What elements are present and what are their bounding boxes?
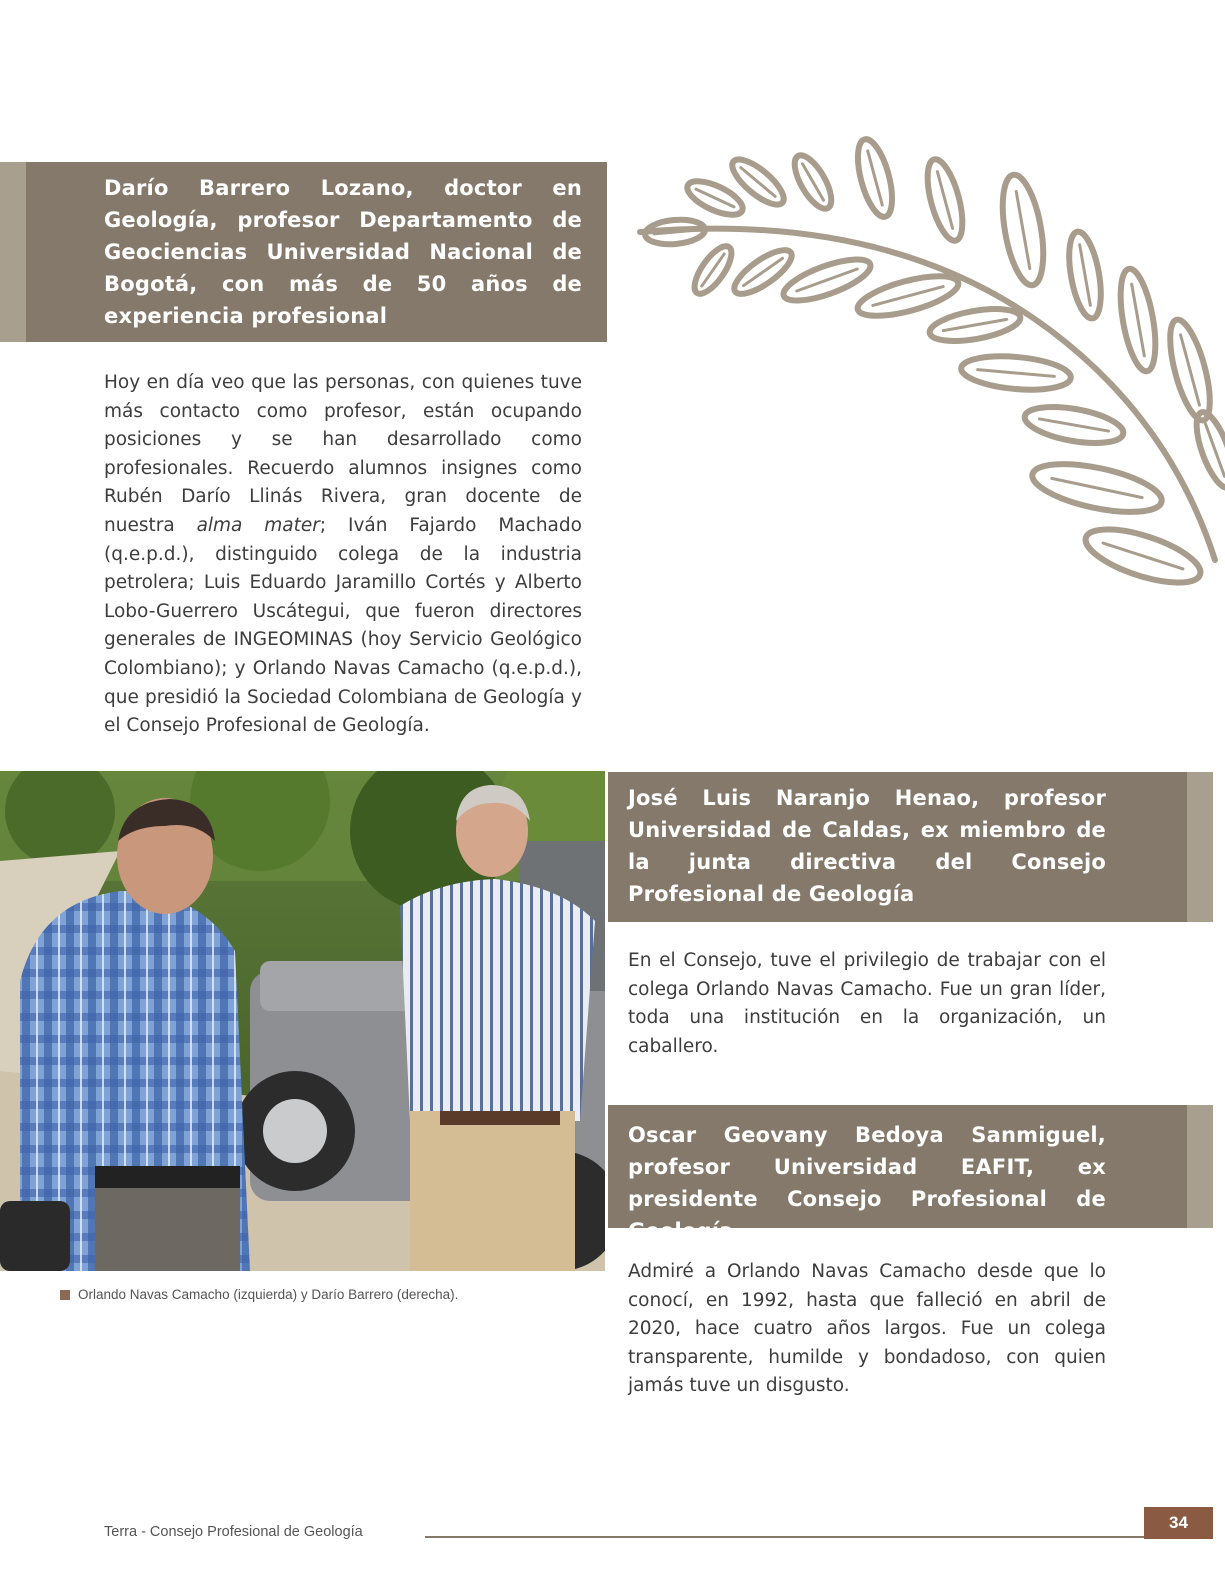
footer-publication: Terra - Consejo Profesional de Geología	[104, 1524, 363, 1540]
accent-bar	[0, 162, 26, 342]
quote-italic-text: alma mater	[196, 514, 320, 536]
leaf-vein	[1132, 284, 1145, 356]
leaf-branch-illustration	[630, 120, 1225, 600]
photo-caption	[60, 1287, 458, 1302]
leaf-vein	[1052, 478, 1142, 497]
heading-box-dario-barrero	[0, 162, 607, 342]
section-heading: José Luis Naranjo Henao, profesor Universidad de Caldas, ex miembro de la junta directiva del Consejo Profesional de Geología	[628, 786, 1106, 906]
leaf-vein	[744, 258, 783, 285]
quote-text: Hoy en día veo que las personas, con quienes tuve más contacto como profesor, están ocupando posiciones y se han desarrollado como profesionales. Recuerdo alumnos insignes como Rubén Darío Llinás Rivera, gran docente de nuestra	[104, 372, 582, 536]
accent-bar	[1187, 1105, 1213, 1228]
heading-box-jose-luis-naranjo	[608, 772, 1213, 922]
quote-text: ; Iván Fajardo Machado (q.e.p.d.), distinguido colega de la industria petrolera; Luis Eduardo Jaramillo Cortés y Alberto Lobo-Guerrero Uscátegui, que fueron directores generales de INGEOMINAS (hoy Servicio Geológico Colombiano); y Orlando Navas Camacho (q.e.p.d.), que presidió la Sociedad Colombiana de Geología y el Consejo Profesional de Geología.	[104, 514, 582, 737]
leaf-vein	[1016, 191, 1030, 268]
leaf-vein	[1040, 419, 1109, 431]
caption-marker	[60, 1290, 70, 1300]
accent-bar	[1187, 772, 1213, 922]
quote-jose-luis-naranjo: En el Consejo, tuve el privilegio de trabajar con el colega Orlando Navas Camacho. Fue un gran líder, toda una institución en la organización, un caballero.	[628, 950, 1106, 1057]
leaf-vein	[741, 168, 775, 197]
heading-box-oscar-bedoya	[608, 1105, 1213, 1243]
quote-oscar-bedoya: Admiré a Orlando Navas Camacho desde que lo conocí, en 1992, hasta que falleció en abril de 2020, hace cuatro años largos. Fue un colega transparente, humilde y bondadoso, con quien jamás tuve un disgusto.	[628, 1261, 1106, 1397]
photo-two-geologists	[0, 771, 605, 1271]
leaf-vein	[978, 370, 1055, 377]
page-number-badge: 34	[1144, 1507, 1213, 1539]
footer-divider	[425, 1536, 1150, 1538]
caption-text: Orlando Navas Camacho (izquierda) y Darío Barrero (derecha).	[78, 1287, 459, 1302]
section-heading: Darío Barrero Lozano, doctor en Geología, profesor Departamento de Geociencias Universidad Nacional de Bogotá, con más de 50 años de experiencia profesional	[104, 176, 582, 328]
photo-illustration	[0, 771, 605, 1271]
leaf-vein	[943, 319, 1006, 330]
section-heading: Oscar Geovany Bedoya Sanmiguel, profesor Universidad EAFIT, ex presidente Consejo Profesional de Geología	[628, 1123, 1106, 1243]
leaf-vein	[1080, 245, 1091, 306]
quote-dario-barrero	[104, 369, 582, 741]
